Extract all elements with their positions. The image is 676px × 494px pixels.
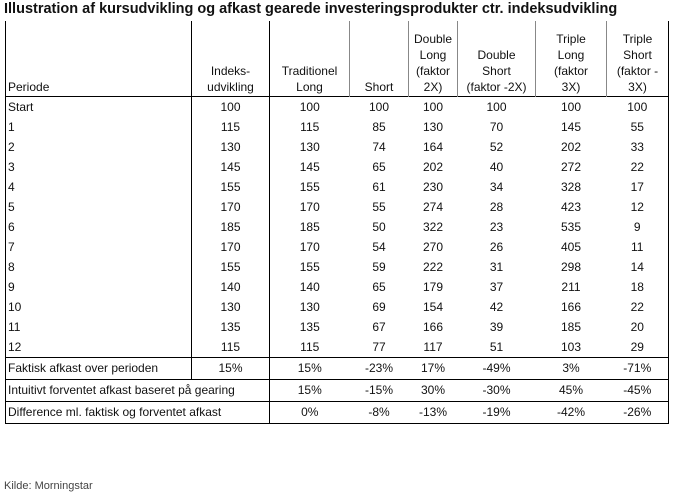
row-label: 12 <box>6 337 192 358</box>
column-header-label: Indeks- udvikling <box>207 64 254 94</box>
column-header-label: Periode <box>8 80 50 94</box>
table-row <box>6 337 669 358</box>
summary-cell: 0% <box>270 402 350 424</box>
table-row <box>6 137 669 157</box>
table-cell: 39 <box>489 320 504 334</box>
summary-label: Difference ml. faktisk og forventet afkast <box>6 402 270 424</box>
column-header <box>607 21 669 97</box>
row-label: 4 <box>6 177 192 197</box>
table-cell: 202 <box>422 160 444 174</box>
table-cell: 155 <box>299 260 320 274</box>
table-cell: 18 <box>607 277 669 297</box>
table-cell: 103 <box>560 340 582 354</box>
table-row <box>6 177 669 197</box>
table-cell: 145 <box>299 160 320 174</box>
table-cell: 130 <box>299 300 320 314</box>
row-label: 6 <box>6 217 192 237</box>
summary-label: Intuitivt forventet afkast baseret på gearing <box>6 380 270 402</box>
summary-cell: -49% <box>458 358 536 380</box>
table-cell: 230 <box>422 180 444 194</box>
table-cell: 405 <box>560 240 582 254</box>
column-header <box>270 21 350 97</box>
table-row <box>6 237 669 257</box>
table-cell: 170 <box>192 237 270 257</box>
table-row <box>6 157 669 177</box>
table-cell: 9 <box>607 217 669 237</box>
row-label: 11 <box>6 317 192 337</box>
table-cell: 272 <box>560 160 582 174</box>
source-note: Kilde: Morningstar <box>4 480 93 492</box>
table-cell: 211 <box>561 280 581 294</box>
summary-cell: -30% <box>458 380 536 402</box>
column-header <box>458 21 536 97</box>
table-cell: 40 <box>489 160 504 174</box>
table-cell: 130 <box>422 120 444 134</box>
table-cell: 55 <box>607 117 669 137</box>
summary-cell: -23% <box>350 358 409 380</box>
summary-label: Faktisk afkast over perioden <box>6 358 192 380</box>
table-cell: 179 <box>422 280 444 294</box>
table-cell: 59 <box>372 260 386 274</box>
summary-cell: -45% <box>607 380 669 402</box>
table-cell: 140 <box>192 277 270 297</box>
table-cell: 85 <box>372 120 386 134</box>
table-cell: 322 <box>422 220 444 234</box>
row-label: 2 <box>6 137 192 157</box>
table-cell: 12 <box>607 197 669 217</box>
table-row <box>6 97 669 118</box>
summary-cell: -71% <box>607 358 669 380</box>
row-label: 1 <box>6 117 192 137</box>
table-cell: 155 <box>192 177 270 197</box>
table-cell: 270 <box>422 240 444 254</box>
column-header <box>409 21 458 97</box>
row-label: 5 <box>6 197 192 217</box>
summary-cell: 3% <box>536 358 607 380</box>
table-cell: 185 <box>192 217 270 237</box>
table-cell: 22 <box>607 157 669 177</box>
table-cell: 130 <box>192 297 270 317</box>
table-cell: 100 <box>270 97 350 118</box>
summary-cell: 15% <box>270 358 350 380</box>
column-header-label: Triple Long (faktor 3X) <box>553 32 588 94</box>
summary-row-difference <box>6 402 669 424</box>
table-cell: 65 <box>372 160 386 174</box>
table-cell: 170 <box>299 200 320 214</box>
column-header <box>536 21 607 97</box>
summary-cell: 15% <box>270 380 350 402</box>
table-cell: 74 <box>372 140 386 154</box>
summary-cell: 15% <box>192 358 270 380</box>
table-cell: 65 <box>372 280 386 294</box>
table-cell: 130 <box>192 137 270 157</box>
table-cell: 51 <box>489 340 504 354</box>
table-row <box>6 297 669 317</box>
summary-row-intuitivt <box>6 380 669 402</box>
table-cell: 115 <box>192 117 270 137</box>
table-cell: 145 <box>192 157 270 177</box>
table-cell: 100 <box>607 97 669 118</box>
summary-cell: -15% <box>350 380 409 402</box>
table-cell: 52 <box>489 140 504 154</box>
table-cell: 50 <box>372 220 386 234</box>
row-label: 3 <box>6 157 192 177</box>
row-label: 9 <box>6 277 192 297</box>
table-cell: 155 <box>299 180 320 194</box>
table-cell: 100 <box>536 97 607 118</box>
table-cell: 130 <box>299 140 320 154</box>
table-cell: 185 <box>560 320 582 334</box>
row-label: Start <box>6 97 192 118</box>
row-label: 10 <box>6 297 192 317</box>
row-label: 8 <box>6 257 192 277</box>
table-cell: 202 <box>560 140 582 154</box>
table-cell: 170 <box>192 197 270 217</box>
table-cell: 70 <box>489 120 504 134</box>
table-cell: 535 <box>560 220 582 234</box>
table-cell: 170 <box>299 240 320 254</box>
table-cell: 69 <box>372 300 386 314</box>
table-cell: 140 <box>299 280 320 294</box>
summary-cell: -8% <box>350 402 409 424</box>
table-cell: 29 <box>607 337 669 358</box>
table-row <box>6 217 669 237</box>
table-cell: 166 <box>422 320 444 334</box>
table-cell: 164 <box>422 140 444 154</box>
summary-cell: -13% <box>409 402 458 424</box>
table-cell: 22 <box>607 297 669 317</box>
table-cell: 117 <box>423 340 443 354</box>
table-row <box>6 197 669 217</box>
summary-cell: -26% <box>607 402 669 424</box>
table-cell: 20 <box>607 317 669 337</box>
table-cell: 135 <box>299 320 320 334</box>
table-cell: 26 <box>489 240 504 254</box>
data-table <box>5 21 669 424</box>
table-cell: 55 <box>372 200 386 214</box>
table-title: Illustration af kursudvikling og afkast gearede investeringsprodukter ctr. indeksudvikling <box>4 1 618 17</box>
table-cell: 34 <box>489 180 504 194</box>
table-cell: 298 <box>560 260 582 274</box>
table-cell: 31 <box>489 260 504 274</box>
table-row <box>6 117 669 137</box>
table-row <box>6 277 669 297</box>
table-cell: 67 <box>372 320 386 334</box>
table-cell: 423 <box>560 200 582 214</box>
table-row <box>6 317 669 337</box>
table-cell: 77 <box>372 340 386 354</box>
summary-cell: -19% <box>458 402 536 424</box>
table-cell: 115 <box>300 340 320 354</box>
table-cell: 185 <box>299 220 320 234</box>
column-header-label: Double Long (faktor 2X) <box>413 32 453 94</box>
column-header <box>350 21 409 97</box>
column-header <box>192 21 270 97</box>
summary-cell: 45% <box>536 380 607 402</box>
header-row <box>6 21 669 97</box>
table-cell: 23 <box>489 220 504 234</box>
table-cell: 100 <box>192 97 270 118</box>
table-cell: 100 <box>409 97 458 118</box>
table-cell: 154 <box>422 300 444 314</box>
table-cell: 54 <box>372 240 386 254</box>
table-cell: 166 <box>560 300 582 314</box>
table-cell: 14 <box>607 257 669 277</box>
table-cell: 274 <box>422 200 444 214</box>
table-cell: 61 <box>372 180 386 194</box>
table-cell: 115 <box>300 120 320 134</box>
row-label: 7 <box>6 237 192 257</box>
table-cell: 37 <box>489 280 504 294</box>
column-header-label: Double Short (faktor -2X) <box>466 48 527 94</box>
table-cell: 135 <box>192 317 270 337</box>
column-header-label: Short <box>364 80 394 94</box>
table-cell: 17 <box>607 177 669 197</box>
table-cell: 145 <box>560 120 582 134</box>
column-header <box>6 21 192 97</box>
table-cell: 222 <box>422 260 444 274</box>
column-header-label: Triple Short (faktor - 3X) <box>616 32 659 94</box>
table-cell: 115 <box>192 337 270 358</box>
table-cell: 11 <box>607 237 669 257</box>
table-cell: 42 <box>489 300 504 314</box>
column-header-label: Traditionel Long <box>281 64 338 94</box>
table-cell: 28 <box>489 200 504 214</box>
table-row <box>6 257 669 277</box>
table-cell: 33 <box>607 137 669 157</box>
table-cell: 100 <box>458 97 536 118</box>
summary-cell: 17% <box>409 358 458 380</box>
summary-cell: 30% <box>409 380 458 402</box>
table-cell: 100 <box>350 97 409 118</box>
summary-row-faktisk <box>6 358 669 380</box>
table-cell: 328 <box>560 180 582 194</box>
table-cell: 155 <box>192 257 270 277</box>
summary-cell: -42% <box>536 402 607 424</box>
